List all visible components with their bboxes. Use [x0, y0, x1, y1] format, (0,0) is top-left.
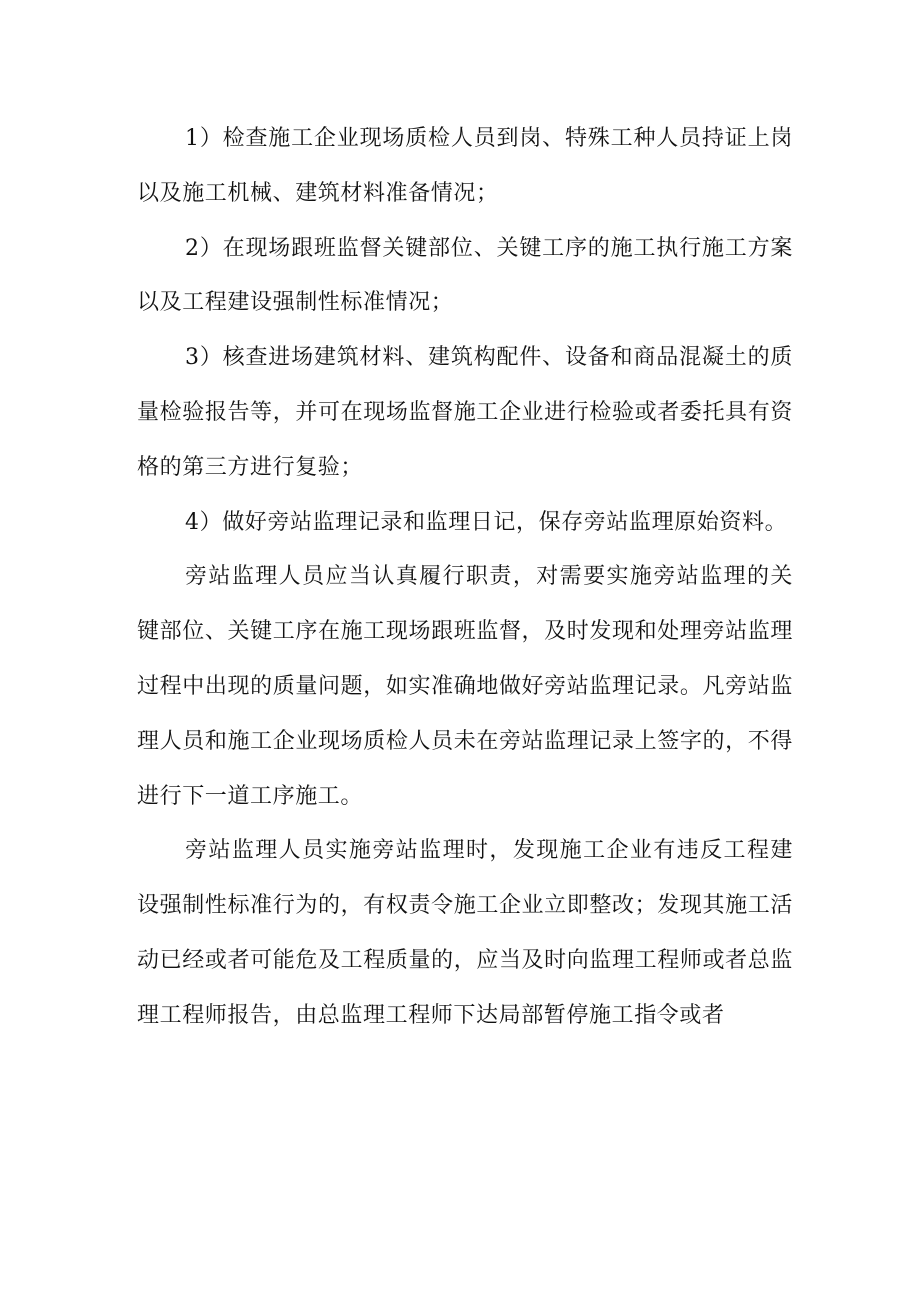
- document-body: [137, 112, 793, 1044]
- paragraph-item-3: 3）核查进场建筑材料、建筑构配件、设备和商品混凝土的质量检验报告等，并可在现场监督施工企业进行检验或者委托具有资格的第三方进行复验；: [137, 345, 793, 480]
- paragraph-violation-reporting: 旁站监理人员实施旁站监理时，发现施工企业有违反工程建设强制性标准行为的，有权责令施工企业立即整改；发现其施工活动已经或者可能危及工程质量的，应当及时向监理工程师或者总监理工程师报告，由总监理工程师下达局部暂停施工指令或者: [137, 838, 793, 1028]
- paragraph-item-2: 2）在现场跟班监督关键部位、关键工序的施工执行施工方案以及工程建设强制性标准情况；: [137, 235, 793, 316]
- paragraph-item-4: 4）做好旁站监理记录和监理日记，保存旁站监理原始资料。: [185, 509, 788, 535]
- paragraph-item-1: 1）检查施工企业现场质检人员到岗、特殊工种人员持证上岗以及施工机械、建筑材料准备情况；: [137, 126, 793, 206]
- paragraph-side-supervision-duties: 旁站监理人员应当认真履行职责，对需要实施旁站监理的关键部位、关键工序在施工现场跟班监督，及时发现和处理旁站监理过程中出现的质量问题，如实准确地做好旁站监理记录。凡旁站监理人员和施工企业现场质检人员未在旁站监理记录上签字的，不得进行下一道工序施工。: [137, 564, 793, 809]
